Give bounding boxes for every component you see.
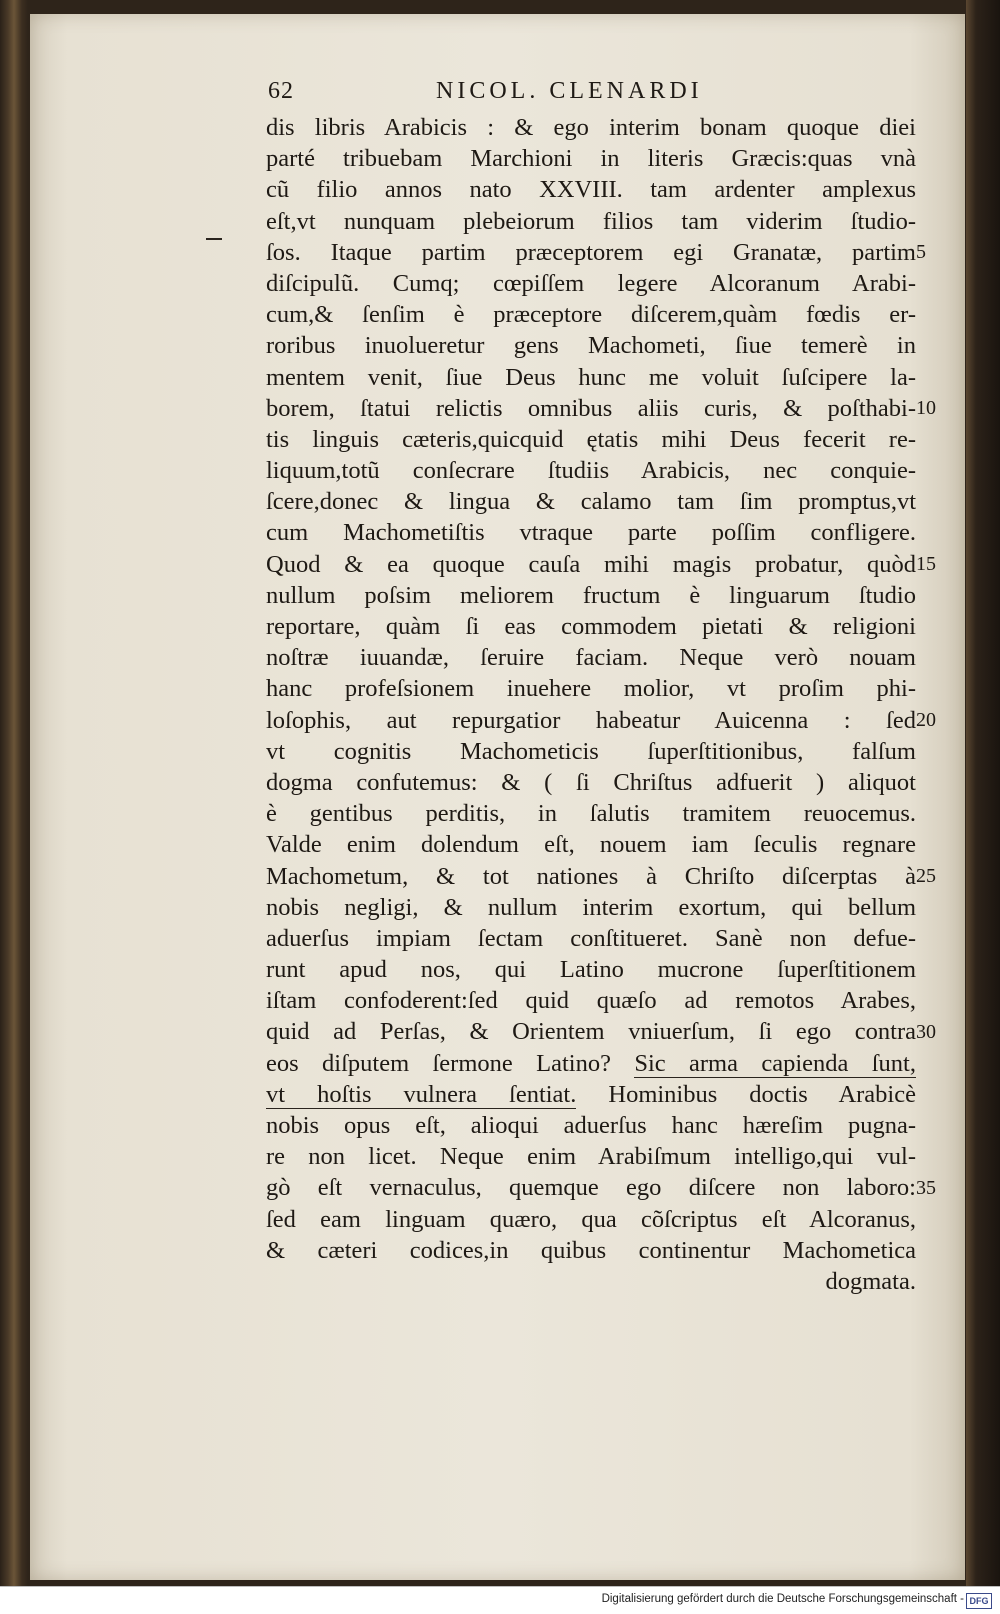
footer-credit: Digitalisierung gefördert durch die Deutsche Forschungsgemeinschaft - (601, 1593, 964, 1605)
text-line: cum Machometiſtis vtraque parte poſſim confligere. (266, 519, 916, 547)
text-line: runt apud nos, qui Latino mucrone ſuperſtitionem (266, 956, 916, 984)
text-line: nobis opus eſt, alioqui aduerſus hanc hæreſim pugna- (266, 1112, 916, 1139)
digitization-footer (0, 1586, 1000, 1614)
text-line: mentem venit, ſiue Deus hunc me voluit ſuſcipere la- (266, 363, 916, 391)
text-line: hanc profeſsionem inuehere molior, vt proſim phi- (266, 675, 916, 703)
line-number: 10 (916, 396, 936, 419)
text-line: cũ filio annos nato XXVIII. tam ardenter amplexus (266, 176, 916, 204)
text-line: dis libris Arabicis : & ego interim bonam quoque diei (266, 114, 916, 141)
text-line: borem, ſtatui relictis omnibus aliis curis, & poſthabi- (266, 394, 916, 422)
text-line: ſcere,donec & lingua & calamo tam ſim promptus,vt (266, 488, 916, 516)
text-line: iſtam confoderent:ſed quid quæſo ad remotos Arabes, (266, 987, 916, 1015)
text-line: ſos. Itaque partim præceptorem egi Granatæ, partim (266, 238, 916, 266)
text-line: eſt,vt nunquam plebeiorum filios tam viderim ſtudio- (266, 207, 916, 235)
text-line: tis linguis cæteris,quicquid ętatis mihi Deus fecerit re- (266, 425, 916, 453)
line-number: 15 (916, 552, 936, 575)
text-line: & cæteri codices,in quibus continentur Machometica (266, 1236, 916, 1264)
text-line: vt cognitis Machometicis ſuperſtitionibus, falſum (266, 737, 916, 765)
page-edge-shadow (966, 0, 1000, 1586)
text-line: gò eſt vernaculus, quemque ego diſcere non laboro: (266, 1174, 916, 1202)
underlined-phrase: vt hoſtis vulnera ſentiat. (266, 1080, 577, 1108)
text-line: ſed eam linguam quæro, qua cõſcriptus eſt Alcoranus, (266, 1205, 916, 1233)
text-segment: Hominibus doctis Arabicè (576, 1080, 916, 1108)
line-number: 5 (916, 240, 926, 263)
text-line: nobis negligi, & nullum interim exortum, qui bellum (266, 893, 916, 921)
folio-number: 62 (268, 78, 294, 104)
text-line-underlined (266, 1048, 916, 1079)
text-line: loſophis, aut repurgatior habeatur Auicenna : ſed (266, 706, 916, 734)
margin-mark (206, 238, 222, 240)
text-line: liquum,totũ conſecrare ſtudiis Arabicis, nec conquie- (266, 457, 916, 485)
text-segment: eos diſputem ſermone Latino? (266, 1049, 635, 1077)
text-line: è gentibus perditis, in ſalutis tramitem reuocemus. (266, 800, 916, 828)
text-line: parté tribuebam Marchioni in literis Græcis:quas vnà (266, 145, 916, 173)
text-line: nullum poſsim meliorem fructum è linguarum ſtudio (266, 581, 916, 609)
text-line: Machometum, & tot nationes à Chriſto diſcerptas à (266, 862, 916, 890)
line-number: 25 (916, 864, 936, 887)
text-line: re non licet. Neque enim Arabiſmum intelligo,qui vul- (266, 1143, 916, 1171)
text-line: dogma confutemus: & ( ſi Chriſtus adfuerit ) aliquot (266, 768, 916, 796)
running-title: NICOL. CLENARDI (436, 78, 703, 104)
line-number: 35 (916, 1176, 936, 1199)
text-line: Valde enim dolendum eſt, nouem iam ſeculis regnare (266, 831, 916, 859)
text-block (266, 112, 916, 1297)
line-number: 30 (916, 1020, 936, 1043)
text-line: diſcipulũ. Cumq; cœpiſſem legere Alcoranum Arabi- (266, 269, 916, 297)
text-line: Quod & ea quoque cauſa mihi magis probatur, quòd (266, 550, 916, 578)
text-line: cum,& ſenſim è præceptore diſcerem,quàm fœdis er- (266, 301, 916, 329)
text-line: noſtræ iuuandæ, ſeruire faciam. Neque verò nouam (266, 644, 916, 672)
page-header (268, 78, 758, 110)
text-line-underlined (266, 1079, 916, 1110)
text-line: quid ad Perſas, & Orientem vniuerſum, ſi ego contra (266, 1018, 916, 1046)
text-line: reportare, quàm ſi eas commodem pietati & religioni (266, 613, 916, 640)
dfg-logo-icon: DFG (966, 1593, 992, 1609)
line-number: 20 (916, 708, 936, 731)
text-line: roribus inuolueretur gens Machometi, ſiue temerè in (266, 332, 916, 360)
catchword: dogmata. (825, 1267, 916, 1295)
text-line: aduerſus impiam ſectam conſtitueret. Sanè non defue- (266, 924, 916, 952)
underlined-phrase: Sic arma capienda ſunt, (634, 1049, 916, 1077)
